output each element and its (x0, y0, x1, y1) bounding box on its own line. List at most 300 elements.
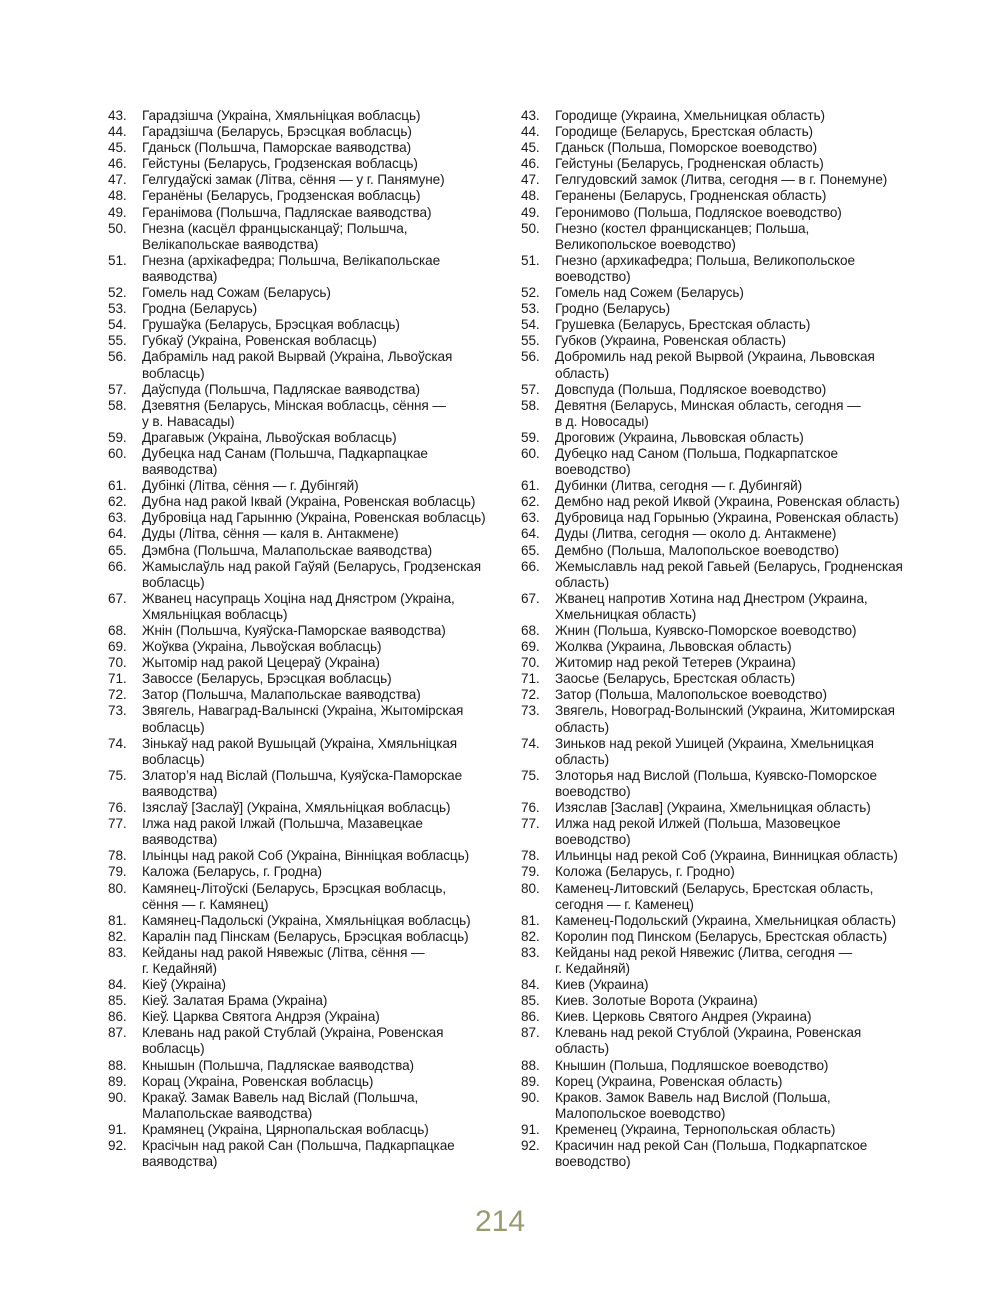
item-number: 84. (521, 977, 540, 993)
list-item (108, 1122, 508, 1138)
item-text-line: Геранёны (Беларусь, Гродзенская вобласць) (142, 188, 421, 204)
item-number: 90. (521, 1089, 540, 1105)
item-text-line: Затор (Польша, Малопольское воеводство) (555, 687, 827, 703)
list-item (108, 253, 508, 285)
list-item (108, 140, 508, 156)
item-text-line: Изяслав [Заслав] (Украина, Хмельницкая область) (555, 800, 871, 816)
list-item (521, 1090, 921, 1122)
item-number: 66. (521, 558, 540, 574)
item-number: 44. (108, 124, 127, 140)
list-item (521, 124, 921, 140)
item-number: 62. (108, 494, 127, 510)
list-item (108, 881, 508, 913)
item-text (142, 446, 508, 478)
item-text (142, 1074, 508, 1090)
list-item (521, 768, 921, 800)
item-text-line: Гродно (Беларусь) (555, 301, 671, 317)
item-text-line: Злоторья над Вислой (Польша, Куявско-Поморское (555, 767, 878, 783)
list-item (108, 1074, 508, 1090)
item-text (555, 559, 921, 591)
item-number: 81. (108, 912, 127, 928)
item-number: 54. (108, 317, 127, 333)
item-number: 65. (521, 542, 540, 558)
list-item (521, 671, 921, 687)
item-number: 85. (521, 993, 540, 1009)
item-text (142, 864, 508, 880)
item-number: 60. (108, 445, 127, 461)
item-number: 81. (521, 912, 540, 928)
list-item (108, 543, 508, 559)
item-text-line: Каменец-Подольский (Украина, Хмельницкая область) (555, 912, 896, 928)
list-item (521, 510, 921, 526)
item-text-line: Житомир над рекой Тетерев (Украина) (555, 655, 796, 671)
item-number: 58. (521, 397, 540, 413)
item-number: 87. (108, 1025, 127, 1041)
item-text (555, 108, 921, 124)
item-text-line: Клевань над ракой Стублай (Украіна, Ровенская (142, 1025, 444, 1041)
item-text-line: Дуды (Литва, сегодня — около д. Антакмене) (555, 526, 837, 542)
item-number: 54. (521, 317, 540, 333)
list-item (108, 559, 508, 591)
list-item (521, 253, 921, 285)
item-text (142, 221, 508, 253)
list-item (521, 333, 921, 349)
item-text-line: Драгавыж (Украіна, Львоўская вобласць) (142, 429, 397, 445)
item-text (142, 929, 508, 945)
item-text-line: Грушевка (Беларусь, Брестская область) (555, 317, 811, 333)
item-number: 78. (108, 848, 127, 864)
item-text (142, 478, 508, 494)
item-text-line: Велікапольскае ваяводства) (142, 236, 319, 252)
item-text (555, 591, 921, 623)
item-number: 64. (108, 526, 127, 542)
item-number: 52. (521, 285, 540, 301)
item-text-line: Краков. Замок Вавель над Вислой (Польша, (555, 1089, 831, 1105)
item-number: 80. (521, 880, 540, 896)
item-number: 78. (521, 848, 540, 864)
item-number: 45. (108, 140, 127, 156)
list-item (521, 848, 921, 864)
item-text (142, 945, 508, 977)
item-number: 90. (108, 1089, 127, 1105)
item-text (142, 333, 508, 349)
item-text-line: Коложа (Беларусь, г. Гродно) (555, 864, 735, 880)
list-item (521, 317, 921, 333)
list-item (521, 172, 921, 188)
item-text (142, 977, 508, 993)
item-text-line: Клевань над рекой Стублой (Украина, Ровенская (555, 1025, 862, 1041)
item-number: 46. (521, 156, 540, 172)
item-text-line: Гейстуны (Беларусь, Гродзенская вобласць) (142, 156, 418, 172)
item-number: 82. (108, 928, 127, 944)
item-text-line: ваяводства) (142, 783, 218, 799)
item-number: 84. (108, 977, 127, 993)
item-text-line: Геранены (Беларусь, Гродненская область) (555, 188, 827, 204)
list-item (108, 1058, 508, 1074)
item-number: 75. (521, 767, 540, 783)
list-item (108, 108, 508, 124)
item-number: 48. (521, 188, 540, 204)
item-text-line: Геронимово (Польша, Подляское воеводство) (555, 204, 842, 220)
list-item (521, 526, 921, 542)
item-text (142, 623, 508, 639)
item-text (555, 398, 921, 430)
item-text (142, 253, 508, 285)
list-item (521, 543, 921, 559)
list-item (108, 639, 508, 655)
list-item (108, 703, 508, 735)
list-item (521, 382, 921, 398)
item-number: 46. (108, 156, 127, 172)
list-item (521, 816, 921, 848)
item-text-line: Камянец-Падольскі (Украіна, Хмяльніцкая вобласць) (142, 912, 471, 928)
item-number: 63. (521, 510, 540, 526)
list-item (521, 1074, 921, 1090)
item-number: 72. (108, 687, 127, 703)
item-number: 58. (108, 397, 127, 413)
list-item (108, 623, 508, 639)
item-text-line: Кейданы над рекой Нявежис (Литва, сегодня — (555, 944, 853, 960)
item-text-line: ваяводства) (142, 268, 218, 284)
item-number: 77. (521, 816, 540, 832)
item-number: 83. (108, 944, 127, 960)
item-text (142, 816, 508, 848)
item-number: 87. (521, 1025, 540, 1041)
item-text (142, 1025, 508, 1057)
item-text-line: сегодня — г. Каменец) (555, 896, 694, 912)
item-number: 56. (108, 349, 127, 365)
list-item (108, 494, 508, 510)
list-item (521, 140, 921, 156)
list-item (521, 478, 921, 494)
item-text-line: Великопольское воеводство) (555, 236, 736, 252)
item-text-line: воеводство) (555, 1154, 631, 1170)
item-number: 67. (108, 590, 127, 606)
item-text (142, 172, 508, 188)
list-item (521, 349, 921, 381)
list-item (108, 430, 508, 446)
item-number: 55. (521, 333, 540, 349)
right-column-russian (521, 108, 921, 1170)
item-text-line: вобласць) (142, 574, 205, 590)
item-number: 73. (521, 703, 540, 719)
item-number: 89. (108, 1073, 127, 1089)
item-text (555, 655, 921, 671)
item-text (142, 108, 508, 124)
item-text (142, 1009, 508, 1025)
item-number: 74. (521, 735, 540, 751)
item-text (555, 1009, 921, 1025)
item-text-line: у в. Навасады) (142, 413, 235, 429)
item-text-line: Ізяслаў [Заслаў] (Украіна, Хмяльніцкая вобласць) (142, 800, 451, 816)
item-text (142, 1058, 508, 1074)
list-item (108, 301, 508, 317)
item-text-line: область) (555, 751, 610, 767)
item-text (555, 639, 921, 655)
item-number: 59. (108, 429, 127, 445)
item-number: 60. (521, 445, 540, 461)
list-item (108, 510, 508, 526)
item-text-line: Дуды (Літва, сёння — каля в. Антакмене) (142, 526, 399, 542)
item-text (555, 977, 921, 993)
item-text (555, 929, 921, 945)
item-text (555, 221, 921, 253)
item-number: 85. (108, 993, 127, 1009)
item-text-line: Затор (Польшча, Малапольскае ваяводства) (142, 687, 421, 703)
item-number: 67. (521, 590, 540, 606)
item-text (142, 1138, 508, 1170)
item-text-line: Жнин (Польша, Куявско-Поморское воеводство) (555, 623, 857, 638)
item-number: 47. (108, 172, 127, 188)
item-text-line: Дембно (Польша, Малопольское воеводство) (555, 542, 839, 558)
item-text (142, 687, 508, 703)
item-number: 57. (108, 381, 127, 397)
item-number: 82. (521, 928, 540, 944)
item-text-line: Крамянец (Украіна, Цярнопальская вобласць) (142, 1121, 429, 1137)
item-number: 75. (108, 767, 127, 783)
item-number: 69. (521, 639, 540, 655)
list-item (521, 1122, 921, 1138)
item-text-line: Киев. Золотые Ворота (Украина) (555, 993, 758, 1009)
item-text (142, 140, 508, 156)
item-text (142, 285, 508, 301)
item-text-line: воеводство) (555, 832, 631, 848)
item-text-line: Заосье (Беларусь, Брестская область) (555, 671, 795, 687)
item-text (555, 382, 921, 398)
item-text-line: Жолква (Украина, Львовская область) (555, 639, 792, 655)
item-text-line: область) (555, 574, 610, 590)
list-item (108, 124, 508, 140)
list-item (108, 671, 508, 687)
item-number: 66. (108, 558, 127, 574)
item-text (555, 1090, 921, 1122)
item-text-line: Корац (Украіна, Ровенская вобласць) (142, 1073, 374, 1089)
item-number: 73. (108, 703, 127, 719)
item-number: 74. (108, 735, 127, 751)
item-text-line: Жемыславль над рекой Гавьей (Беларусь, Гродненская (555, 558, 903, 574)
item-text (142, 349, 508, 381)
item-text (555, 478, 921, 494)
item-number: 49. (108, 204, 127, 220)
list-item (108, 478, 508, 494)
list-item (521, 1058, 921, 1074)
list-item (108, 205, 508, 221)
item-text-line: Киев (Украина) (555, 977, 649, 993)
item-number: 65. (108, 542, 127, 558)
item-text-line: Гейстуны (Беларусь, Гродненская область) (555, 156, 824, 172)
item-text (555, 1122, 921, 1138)
item-number: 86. (521, 1009, 540, 1025)
item-text (555, 510, 921, 526)
item-text-line: Малапольскае ваяводства) (142, 1105, 313, 1121)
item-text-line: вобласць) (142, 365, 205, 381)
item-text-line: Кіеў (Украіна) (142, 977, 226, 993)
list-item (108, 382, 508, 398)
item-text (142, 639, 508, 655)
item-number: 76. (521, 800, 540, 816)
item-text (555, 671, 921, 687)
list-item (108, 816, 508, 848)
list-item (108, 687, 508, 703)
item-number: 61. (521, 478, 540, 494)
list-item (521, 1138, 921, 1170)
item-text (555, 430, 921, 446)
list-item (521, 285, 921, 301)
item-text (555, 543, 921, 559)
list-item (521, 929, 921, 945)
item-text (142, 768, 508, 800)
item-text-line: Даўспуда (Польшча, Падляскае ваяводства) (142, 381, 420, 397)
item-text (555, 349, 921, 381)
item-text (142, 205, 508, 221)
item-text-line: Киев. Церковь Святого Андрея (Украина) (555, 1009, 812, 1025)
item-text-line: Губкаў (Украіна, Ровенская вобласць) (142, 333, 377, 349)
item-text-line: воеводство) (555, 462, 631, 478)
item-text (555, 253, 921, 285)
item-text-line: вобласць) (142, 719, 205, 735)
item-text-line: Кейданы над ракой Нявежыс (Літва, сёння — (142, 944, 425, 960)
list-item (521, 205, 921, 221)
list-item (108, 349, 508, 381)
list-item (108, 1138, 508, 1170)
list-item (108, 768, 508, 800)
list-item (521, 494, 921, 510)
item-text (555, 333, 921, 349)
item-text (555, 703, 921, 735)
item-text-line: вобласць) (142, 1041, 205, 1057)
list-item (521, 977, 921, 993)
item-text (555, 881, 921, 913)
item-text-line: Кіеў. Залатая Брама (Украіна) (142, 993, 328, 1009)
item-number: 68. (108, 623, 127, 638)
item-text (142, 526, 508, 542)
item-text-line: Ілжа над ракой Ілжай (Польшча, Мазавецкае (142, 816, 423, 832)
list-item (521, 655, 921, 671)
item-number: 43. (521, 108, 540, 123)
list-item (521, 913, 921, 929)
list-item (108, 156, 508, 172)
item-number: 57. (521, 381, 540, 397)
item-text-line: Гнезно (архикафедра; Польша, Великопольское (555, 252, 855, 268)
list-item (108, 945, 508, 977)
item-text-line: область) (555, 1041, 610, 1057)
item-text-line: сёння — г. Камянец) (142, 896, 269, 912)
list-item (108, 172, 508, 188)
list-item (108, 1090, 508, 1122)
item-text-line: Жванец насупраць Хоціна над Днястром (Украіна, (142, 590, 455, 606)
item-text-line: г. Кедайняй) (142, 960, 217, 976)
item-text-line: Хмельницкая область) (555, 606, 697, 622)
item-text (142, 848, 508, 864)
item-number: 69. (108, 639, 127, 655)
item-number: 56. (521, 349, 540, 365)
item-number: 63. (108, 510, 127, 526)
item-text-line: Девятня (Беларусь, Минская область, сегодня — (555, 397, 861, 413)
item-text (555, 1025, 921, 1057)
item-text-line: Добромиль над рекой Вырвой (Украина, Львовская (555, 349, 875, 365)
item-text (142, 671, 508, 687)
item-text (555, 301, 921, 317)
item-number: 43. (108, 108, 127, 123)
item-text (555, 140, 921, 156)
item-text (555, 864, 921, 880)
left-column-belarusian (108, 108, 508, 1170)
item-number: 79. (521, 864, 540, 880)
item-number: 91. (521, 1121, 540, 1137)
item-text (142, 188, 508, 204)
item-text-line: Королин под Пинском (Беларусь, Брестская область) (555, 928, 888, 944)
item-text-line: Дубровіца над Гарынню (Украіна, Ровенская вобласць) (142, 510, 486, 526)
item-text-line: воеводство) (555, 783, 631, 799)
item-number: 77. (108, 816, 127, 832)
item-text-line: Городище (Беларусь, Брестская область) (555, 124, 813, 140)
item-number: 70. (521, 655, 540, 671)
item-text-line: Звягель, Новоград-Волынский (Украина, Житомирская (555, 703, 895, 719)
item-text-line: Гарадзішча (Беларусь, Брэсцкая вобласць) (142, 124, 412, 140)
list-item (108, 317, 508, 333)
item-text-line: Кракаў. Замак Вавель над Віслай (Польшча, (142, 1089, 419, 1105)
item-number: 52. (108, 285, 127, 301)
item-text-line: область) (555, 365, 610, 381)
item-text-line: Хмяльніцкая вобласць) (142, 606, 288, 622)
item-number: 88. (108, 1057, 127, 1073)
item-text (142, 124, 508, 140)
item-text (555, 913, 921, 929)
item-text-line: Жнін (Польшча, Куяўска-Паморскае ваяводства) (142, 623, 446, 638)
item-number: 92. (521, 1138, 540, 1153)
item-text-line: Красічын над ракой Сан (Польшча, Падкарпацкае (142, 1138, 455, 1153)
item-text (142, 881, 508, 913)
list-item (108, 800, 508, 816)
item-text (142, 156, 508, 172)
item-text (142, 703, 508, 735)
item-text (555, 124, 921, 140)
list-item (521, 301, 921, 317)
list-item (521, 559, 921, 591)
item-text-line: Городище (Украина, Хмельницкая область) (555, 108, 825, 123)
item-number: 62. (521, 494, 540, 510)
item-text-line: Каменец-Литовский (Беларусь, Брестская область, (555, 880, 874, 896)
item-text-line: ваяводства) (142, 1154, 218, 1170)
item-text-line: ваяводства) (142, 462, 218, 478)
item-number: 89. (521, 1073, 540, 1089)
item-number: 53. (108, 301, 127, 317)
item-number: 76. (108, 800, 127, 816)
list-item (108, 913, 508, 929)
list-item (108, 1025, 508, 1057)
item-number: 79. (108, 864, 127, 880)
item-text-line: Гданьск (Польшча, Паморскае ваяводства) (142, 140, 411, 156)
item-number: 51. (521, 252, 540, 268)
list-item (108, 848, 508, 864)
list-item (521, 188, 921, 204)
item-text-line: Дембно над рекой Иквой (Украина, Ровенская область) (555, 494, 900, 510)
item-text (142, 382, 508, 398)
list-item (521, 993, 921, 1009)
list-item (521, 703, 921, 735)
item-text-line: Ільінцы над ракой Соб (Украіна, Вінніцкая вобласць) (142, 848, 470, 864)
item-text-line: Зиньков над рекой Ушицей (Украина, Хмельницкая (555, 735, 874, 751)
list-item (108, 977, 508, 993)
item-text-line: Дэмбна (Польшча, Малапольскае ваяводства) (142, 542, 433, 558)
list-item (521, 446, 921, 478)
item-text (555, 526, 921, 542)
item-text-line: Довспуда (Польша, Подляское воеводство) (555, 381, 827, 397)
item-number: 83. (521, 944, 540, 960)
page-number: 214 (474, 1205, 526, 1238)
item-text-line: Кременец (Украина, Тернопольская область) (555, 1121, 836, 1137)
item-number: 53. (521, 301, 540, 317)
